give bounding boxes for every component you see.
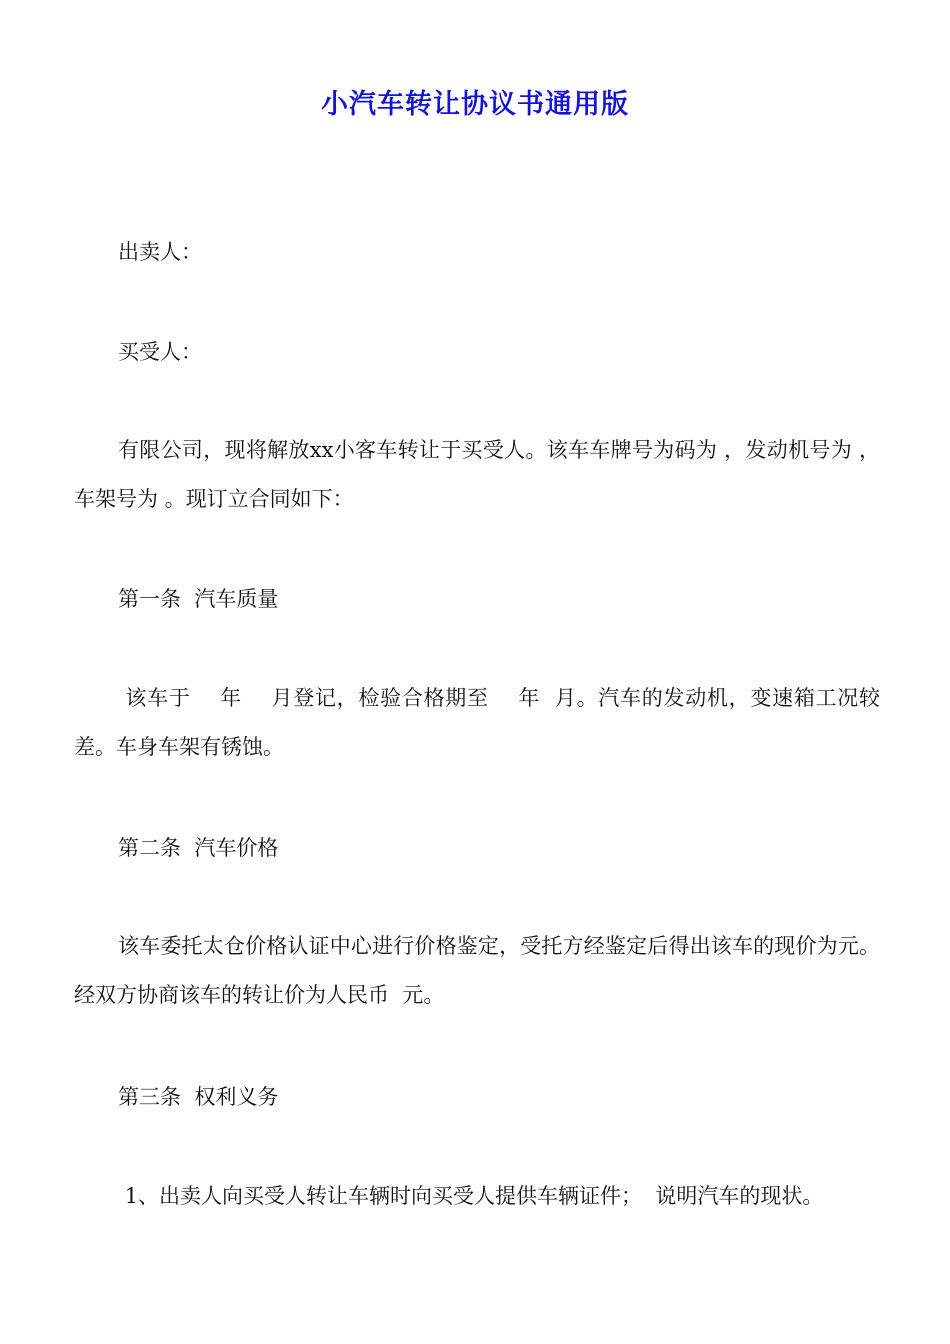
article-3-item-1: 1、出卖人向买受人转让车辆时向买受人提供车辆证件； 说明汽车的现状。 xyxy=(118,1184,824,1208)
seller-line: 出卖人： xyxy=(118,240,202,264)
intro-paragraph: 有限公司，现将解放xx小客车转让于买受人。该车车牌号为码为 ，发动机号为 ，车架号为 。现订立合同如下： xyxy=(74,438,880,511)
article-1-body: 该车于 年 月登记，检验合格期至 年 月。汽车的发动机，变速箱工况较差。车身车架有锈蚀。 xyxy=(74,686,880,759)
document-title: 小汽车转让协议书通用版 xyxy=(321,89,629,120)
article-1-heading: 第一条 汽车质量 xyxy=(118,587,279,611)
article-2-body: 该车委托太仓价格认证中心进行价格鉴定，受托方经鉴定后得出该车的现价为元。经双方协商该车的转让价为人民币 元。 xyxy=(74,934,880,1007)
article-2-heading: 第二条 汽车价格 xyxy=(118,836,279,860)
article-3-heading: 第三条 权利义务 xyxy=(118,1085,279,1109)
buyer-line: 买受人： xyxy=(118,340,202,364)
